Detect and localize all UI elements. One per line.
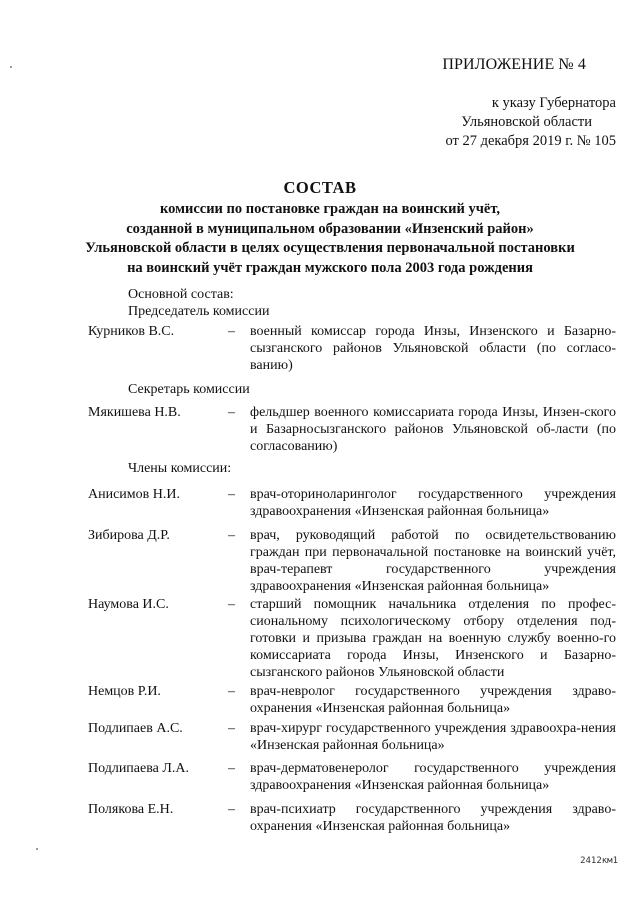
person-name: Мякишева Н.В. xyxy=(88,405,181,420)
section-members-label: Члены комиссии: xyxy=(128,461,232,476)
dash-separator: – xyxy=(228,324,235,339)
person-name: Анисимов Н.И. xyxy=(88,487,180,502)
dash-separator: – xyxy=(228,761,235,776)
subtitle-line: на воинский учёт граждан мужского пола 2003 года рождения xyxy=(127,259,533,276)
dash-separator: – xyxy=(228,597,235,612)
document-title: СОСТАВ xyxy=(283,178,357,197)
person-name: Подлипаев А.С. xyxy=(88,721,183,736)
person-position: врач-психиатр государственного учреждения здраво-охранения «Инзенская районная больница» xyxy=(250,802,616,834)
scan-artifact xyxy=(36,848,38,850)
person-name: Курников В.С. xyxy=(88,324,175,339)
dash-separator: – xyxy=(228,802,235,817)
decree-reference xyxy=(445,94,616,151)
decree-line-2: Ульяновской области xyxy=(461,114,592,130)
footer-code: 2412км1 xyxy=(580,856,618,866)
appendix-label: ПРИЛОЖЕНИЕ № 4 xyxy=(442,56,586,73)
dash-separator: – xyxy=(228,684,235,699)
person-position: военный комиссар города Инзы, Инзенского и Базарно-сызганского районов Ульяновской области (по согласо-ванию) xyxy=(250,324,616,373)
person-position: фельдшер военного комиссариата города Инзы, Инзен-ского и Базарносызганского районов Ульяновской об-ласти (по согласованию) xyxy=(250,405,616,454)
scan-artifact xyxy=(10,66,12,68)
person-name: Полякова Е.Н. xyxy=(88,802,174,817)
person-position: врач-оториноларинголог государственного учреждения здравоохранения «Инзенская районная больница» xyxy=(250,487,616,519)
subtitle-line: Ульяновской области в целях осуществления первоначальной постановки xyxy=(85,240,575,256)
section-secretary-label: Секретарь комиссии xyxy=(128,382,250,397)
dash-separator: – xyxy=(228,405,235,420)
subtitle-line: комиссии по постановке граждан на воинский учёт, xyxy=(159,201,501,217)
section-main-label: Основной состав: xyxy=(128,287,234,302)
person-position: врач-хирург государственного учреждения здравоохра-нения «Инзенская районная больница» xyxy=(250,721,616,753)
subtitle-line: созданной в муниципальном образовании «Инзенский район» xyxy=(126,220,534,237)
dash-separator: – xyxy=(228,487,235,502)
decree-line-1: к указу Губернатора xyxy=(491,95,616,111)
decree-line-3: от 27 декабря 2019 г. № 105 xyxy=(445,133,616,149)
person-name: Зибирова Д.Р. xyxy=(88,528,170,543)
section-chair-label: Председатель комиссии xyxy=(128,304,270,319)
dash-separator: – xyxy=(228,528,235,543)
person-position: врач-невролог государственного учреждения здраво-охранения «Инзенская районная больница» xyxy=(250,684,616,716)
person-name: Подлипаева Л.А. xyxy=(88,761,189,776)
dash-separator: – xyxy=(228,721,235,736)
document-subtitle xyxy=(40,200,620,278)
person-position: врач, руководящий работой по освидетельствованию граждан при первоначальной постановке на воинский учёт, врач-терапевт государственного учреждения здравоохранения «Инзенская районная больница» xyxy=(250,528,616,594)
person-position: врач-дерматовенеролог государственного учреждения здравоохранения «Инзенская районная больница» xyxy=(250,761,616,793)
person-position: старший помощник начальника отделения по профес-сиональному психологическому отбору отделения под-готовки и призыва граждан на военную службу военно-го комиссариата города Инзы, Инзенского и Базарно-сызганского районов Ульяновской области xyxy=(250,597,616,680)
person-name: Немцов Р.И. xyxy=(88,684,161,699)
person-name: Наумова И.С. xyxy=(88,597,169,612)
